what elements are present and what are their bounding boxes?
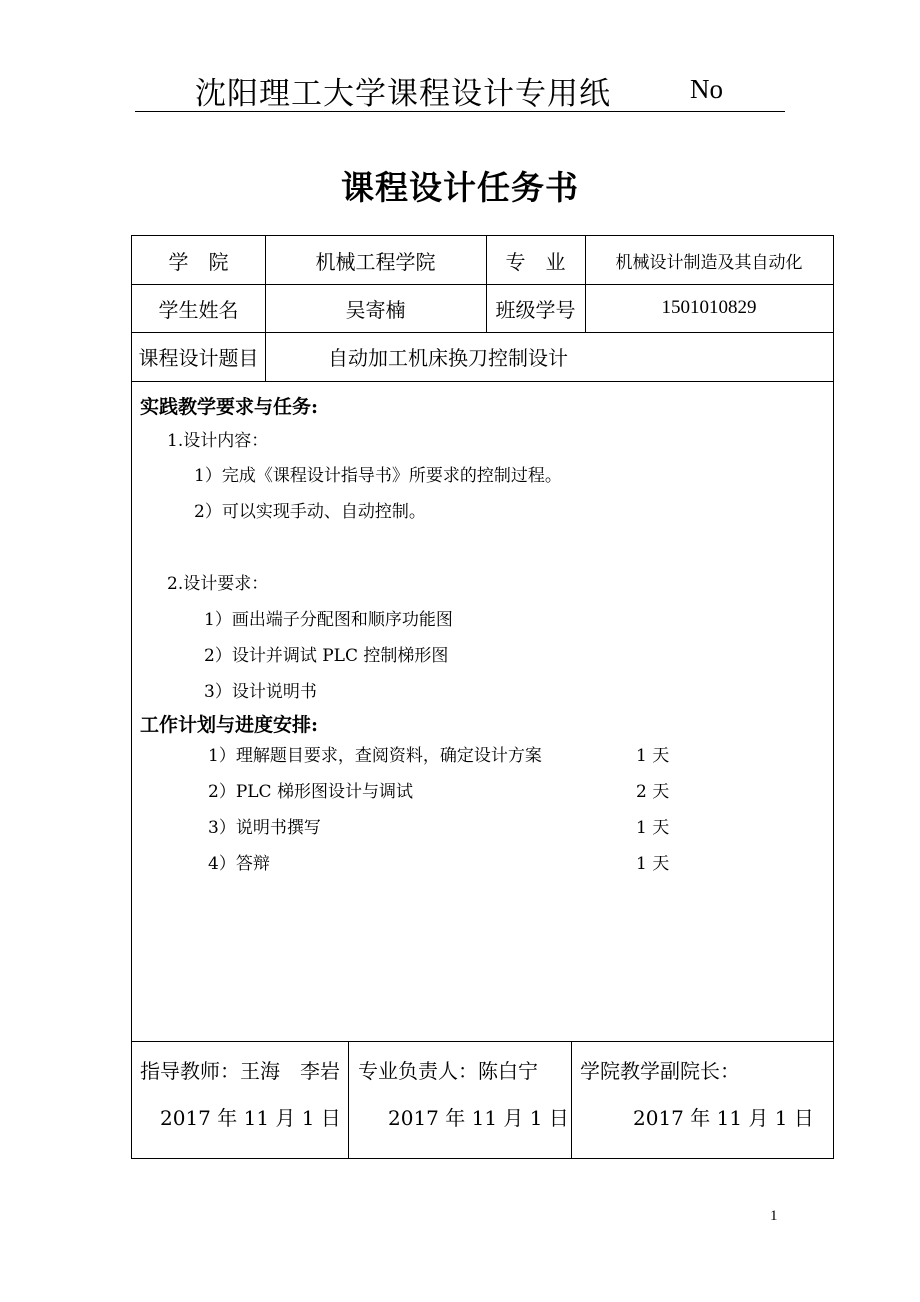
page-number: 1 [770, 1208, 778, 1224]
plan-heading: 工作计划与进度安排: [140, 714, 319, 736]
requirement-item-2: 2）设计并调试 PLC 控制梯形图 [204, 646, 449, 666]
advisor-signature: 指导教师：王海 李岩 [140, 1059, 340, 1083]
content-item-2: 2）可以实现手动、自动控制。 [194, 502, 426, 522]
major-head-signature: 专业负责人：陈白宁 [358, 1059, 538, 1083]
header-no-label: No [690, 74, 723, 104]
plan-item-3-task: 3）说明书撰写 [208, 818, 321, 838]
student-name-value: 吴寄楠 [345, 297, 406, 322]
topic-value: 自动加工机床换刀控制设计 [328, 346, 568, 370]
header-underline [135, 111, 785, 112]
content-heading: 1.设计内容： [167, 431, 269, 451]
document-title: 课程设计任务书 [341, 168, 579, 207]
plan-item-3-days: 1 天 [636, 818, 670, 838]
requirements-heading: 2.设计要求： [167, 574, 269, 594]
plan-item-2-task: 2）PLC 梯形图设计与调试 [208, 782, 413, 802]
requirement-item-3: 3）设计说明书 [204, 682, 317, 702]
tasks-heading: 实践教学要求与任务: [140, 396, 319, 418]
advisor-date: 2017 年 11 月 1 日 [160, 1106, 341, 1130]
sig-divider-1 [348, 1041, 349, 1159]
class-id-value: 1501010829 [661, 297, 757, 318]
plan-item-4-task: 4）答辩 [208, 854, 270, 874]
plan-item-2-days: 2 天 [636, 782, 670, 802]
plan-item-1-days: 1 天 [636, 746, 670, 766]
sig-divider-2 [571, 1041, 572, 1159]
class-id-label: 班级学号 [495, 297, 576, 322]
major-value: 机械设计制造及其自动化 [615, 252, 803, 273]
plan-item-1-task: 1）理解题目要求，查阅资料，确定设计方案 [208, 746, 542, 766]
content-item-1: 1）完成《课程设计指导书》所要求的控制过程。 [194, 466, 562, 486]
college-value: 机械工程学院 [315, 249, 436, 274]
row-divider-4 [132, 1041, 833, 1042]
row-divider-3 [132, 381, 833, 382]
major-head-date: 2017 年 11 月 1 日 [388, 1106, 569, 1130]
dean-date: 2017 年 11 月 1 日 [633, 1106, 814, 1130]
dean-signature: 学院教学副院长： [580, 1059, 740, 1083]
college-label: 学 院 [168, 249, 229, 274]
major-label: 专 业 [505, 249, 566, 274]
topic-label: 课程设计题目 [138, 346, 259, 370]
student-name-label: 学生姓名 [158, 297, 239, 322]
requirement-item-1: 1）画出端子分配图和顺序功能图 [204, 610, 453, 630]
plan-item-4-days: 1 天 [636, 854, 670, 874]
header-title: 沈阳理工大学课程设计专用纸 [195, 76, 611, 112]
task-table [131, 235, 834, 1159]
